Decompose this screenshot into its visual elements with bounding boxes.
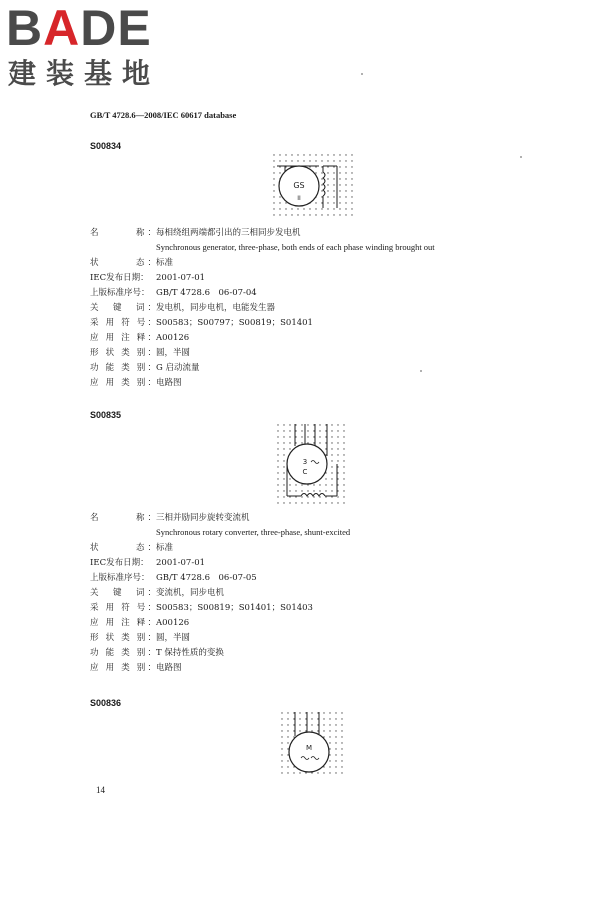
field-value: 变流机，同步电机 [156, 588, 225, 598]
field-row [90, 273, 205, 284]
field-row [90, 543, 173, 554]
field-label: 关 键 词： [90, 303, 156, 313]
field-value: 电路图 [156, 663, 182, 673]
field-row [90, 378, 182, 389]
field-label: 上版标准序号： [90, 573, 150, 583]
field-row [90, 648, 224, 659]
field-label: IEC发布日期： [90, 273, 149, 283]
field-value: S00583；S00819；S01401；S01403 [156, 603, 313, 613]
brand-logo: BADE [6, 0, 152, 56]
entry-name-en: Synchronous rotary converter, three-phase, shunt-excited [156, 527, 351, 537]
field-value: 标准 [156, 258, 174, 268]
symbol-sublabel: II [297, 195, 301, 202]
field-label: 应 用 类 别： [90, 378, 156, 388]
field-label: 采 用 符 号： [90, 603, 156, 613]
field-value: 发电机，同步电机，电能发生器 [156, 303, 276, 313]
document-header: GB/T 4728.6—2008/IEC 60617 database [90, 110, 237, 120]
field-value: GB/T 4728.6 06-07-04 [156, 288, 257, 298]
field-value: 圆，半圆 [156, 348, 191, 358]
field-value: G 启动流量 [156, 363, 200, 373]
field-label: 名 称： [90, 513, 156, 523]
entry-code: S00835 [90, 410, 122, 420]
page-number: 14 [96, 785, 105, 795]
entry-code: S00836 [90, 698, 122, 708]
motor-circle [289, 732, 329, 772]
symbol-diagram [279, 710, 345, 776]
symbol-diagram [271, 152, 353, 218]
entry-code: S00834 [90, 141, 122, 151]
symbol-sublabel: C [302, 468, 308, 476]
field-row [90, 573, 257, 584]
symbol-label: GS [293, 181, 305, 190]
field-row [90, 258, 173, 269]
brand-logo-cn: 建装基地 [8, 57, 161, 90]
field-value: T 保持性质的变换 [156, 648, 224, 658]
field-label: 应 用 类 别： [90, 663, 156, 673]
field-row [90, 348, 190, 359]
field-row [90, 303, 275, 314]
scan-speck [420, 370, 422, 372]
field-row [90, 588, 224, 599]
field-value: 每相绕组两端都引出的三相同步发电机 [156, 228, 301, 238]
entry-name-row [90, 513, 250, 524]
field-label: 状 态： [90, 543, 156, 553]
entry-name-en: Synchronous generator, three-phase, both ends of each phase winding brought out [156, 242, 435, 252]
field-row [90, 603, 313, 614]
field-label: 功 能 类 别： [90, 363, 156, 373]
field-label: 关 键 词： [90, 588, 156, 598]
field-row [90, 618, 189, 629]
field-label: 采 用 符 号： [90, 318, 156, 328]
field-value: A00126 [156, 333, 190, 343]
scan-speck [361, 73, 363, 75]
field-row [90, 288, 257, 299]
field-label: 名 称： [90, 228, 156, 238]
field-row [90, 363, 200, 374]
field-row [90, 318, 313, 329]
field-value: 2001-07-01 [156, 273, 206, 283]
field-row [90, 633, 190, 644]
field-label: 形 状 类 别： [90, 348, 156, 358]
field-value: A00126 [156, 618, 190, 628]
field-row [90, 663, 182, 674]
field-value: 三相并励同步旋转变流机 [156, 513, 250, 523]
field-value: 2001-07-01 [156, 558, 206, 568]
symbol-diagram [275, 422, 347, 508]
field-value: 电路图 [156, 378, 182, 388]
symbol-label: M [305, 744, 313, 752]
symbol-label: 3 [302, 458, 308, 466]
field-label: 应 用 注 释： [90, 333, 156, 343]
field-label: 状 态： [90, 258, 156, 268]
entry-name-row [90, 228, 301, 239]
field-row [90, 558, 205, 569]
field-label: 上版标准序号： [90, 288, 150, 298]
field-label: IEC发布日期： [90, 558, 149, 568]
field-value: GB/T 4728.6 06-07-05 [156, 573, 257, 583]
field-row [90, 333, 189, 344]
field-value: 标准 [156, 543, 174, 553]
field-value: 圆，半圆 [156, 633, 191, 643]
field-label: 形 状 类 别： [90, 633, 156, 643]
field-value: S00583；S00797；S00819；S01401 [156, 318, 313, 328]
scan-speck [520, 156, 522, 158]
field-label: 应 用 注 释： [90, 618, 156, 628]
field-label: 功 能 类 别： [90, 648, 156, 658]
